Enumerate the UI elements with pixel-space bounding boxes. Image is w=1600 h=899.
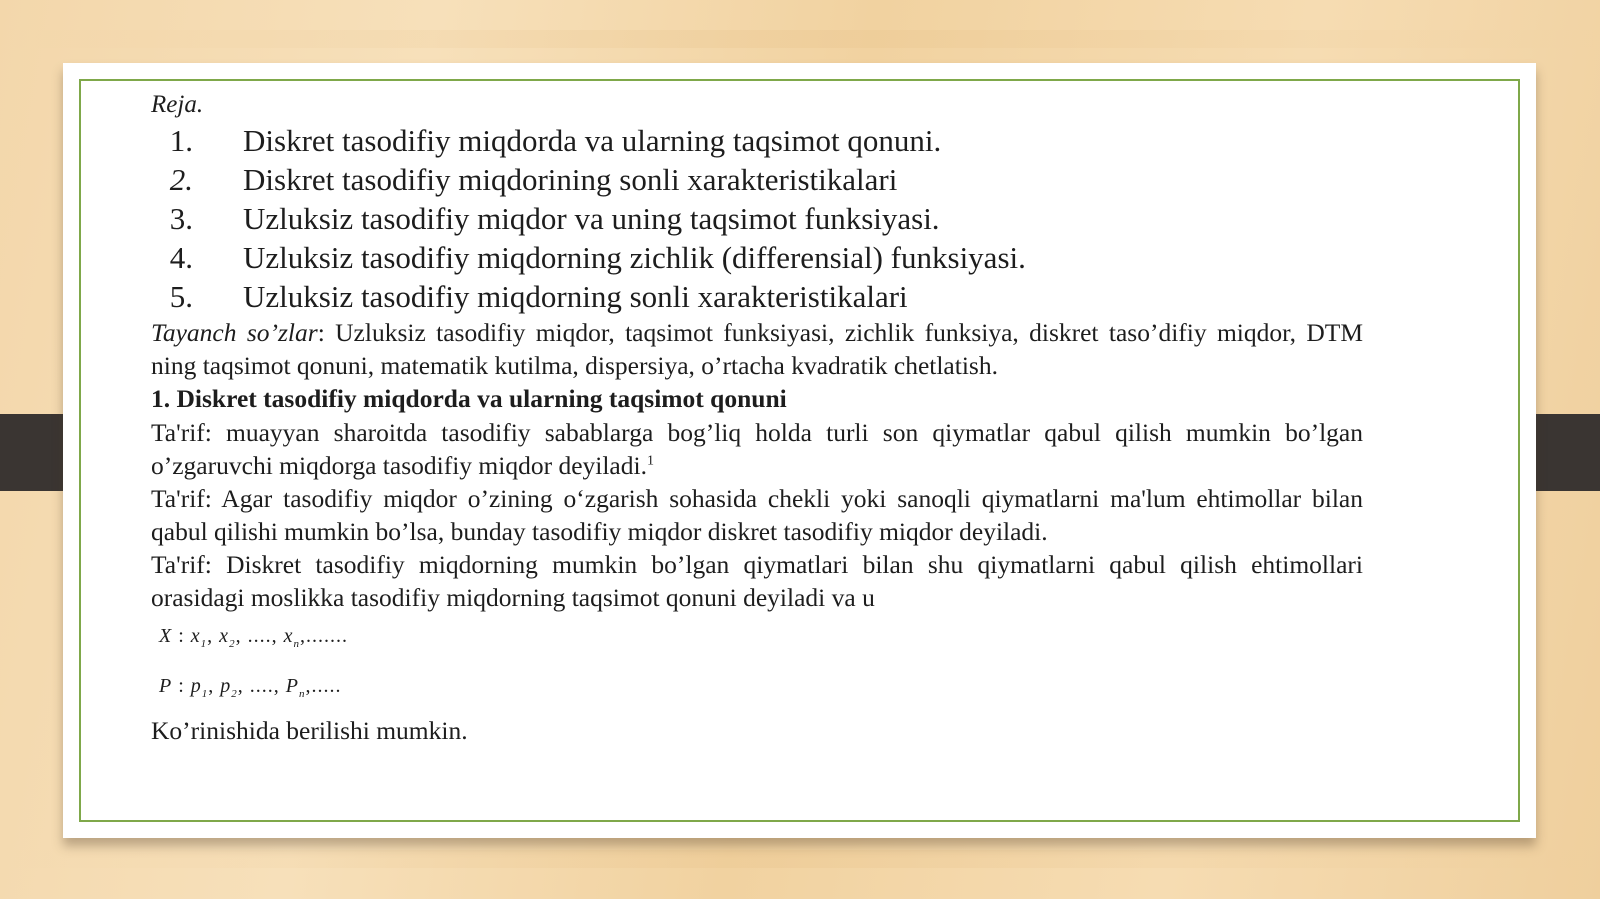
definition-text: Ta'rif: Agar tasodifiy miqdor o’zining o‘zgarish sohasida chekli yoki sanoqli qiymatlarni ma'lum ehtimollar bilan qabul qilishi mumkin bo’lsa, bunday tasodifiy miqdor diskret tasodifiy miqdor deyiladi.: [151, 484, 1363, 546]
formula-term: x: [219, 625, 230, 647]
wood-streak: [0, 30, 1600, 48]
plan-item-text: Diskret tasodifiy miqdorining sonli xarakteristikalari: [243, 162, 898, 197]
formula-sub: n: [299, 688, 306, 700]
plan-item-number: 3.: [169, 201, 193, 236]
formula-tail: ,.....: [305, 675, 342, 697]
plan-list: [151, 121, 1363, 316]
definition-text: Ta'rif: muayyan sharoitda tasodifiy sabablarga bog’liq holda turli son qiymatlar qabul qilish mumkin bo’lgan o’zgaruvchi miqdorga tasodifiy miqdor deyiladi.: [151, 418, 1363, 480]
formula-x-row: [151, 624, 1363, 656]
formula-sub: 1: [200, 638, 208, 650]
keywords-paragraph: [151, 316, 1363, 382]
formula-dots: ....,: [247, 625, 278, 647]
formula-sub: 1: [201, 688, 209, 700]
plan-item: [151, 238, 1363, 277]
formula-dots: ....,: [249, 675, 280, 697]
keywords-label: Tayanch so’zlar: [151, 318, 318, 347]
formula-tail: ,.......: [299, 625, 348, 647]
formula-p-row: [151, 674, 1363, 706]
footnote-marker: 1: [646, 453, 654, 469]
formula-sep: :: [172, 675, 191, 697]
keywords-text: : Uzluksiz tasodifiy miqdor, taqsimot funksiyasi, zichlik funksiya, diskret taso’difiy miqdor, DTM ning taqsimot qonuni, matematik kutilma, dispersiya, o’rtacha kvadratik chetlatish.: [151, 318, 1363, 380]
plan-item-number: 2.: [169, 162, 193, 197]
formula-var: P: [159, 675, 173, 697]
plan-item-text: Uzluksiz tasodifiy miqdorning sonli xarakteristikalari: [243, 279, 908, 314]
formula-comma: ,: [208, 675, 221, 697]
plan-item-text: Uzluksiz tasodifiy miqdorning zichlik (differensial) funksiyasi.: [243, 240, 1026, 275]
plan-item-number: 5.: [169, 279, 193, 314]
slide-card: [63, 63, 1536, 838]
definition-3: [151, 548, 1363, 614]
formula-term: p: [190, 675, 202, 697]
plan-item: [151, 199, 1363, 238]
formula-comma: ,: [235, 625, 248, 647]
definition-2: [151, 482, 1363, 548]
formula-var: X: [159, 625, 173, 647]
plan-item-number: 4.: [169, 240, 193, 275]
slide-content: [151, 89, 1363, 747]
formula-sub: 2: [231, 688, 238, 700]
formula-term: x: [283, 625, 294, 647]
formula-comma: ,: [207, 625, 220, 647]
definition-1: [151, 416, 1363, 482]
definition-text: Ta'rif: Diskret tasodifiy miqdorning mumkin bo’lgan qiymatlari bilan shu qiymatlarni qabul qilish ehtimollari orasidagi moslikka tasodifiy miqdorning taqsimot qonuni deyiladi va u: [151, 550, 1363, 612]
formula-term: P: [285, 675, 299, 697]
plan-item: [151, 277, 1363, 316]
plan-item: [151, 160, 1363, 199]
plan-title: Reja.: [151, 91, 204, 118]
formula-sub: n: [293, 638, 300, 650]
plan-item: [151, 121, 1363, 160]
closing-line: Ko’rinishida berilishi mumkin.: [151, 716, 468, 745]
formula-term: x: [190, 625, 201, 647]
plan-item-text: Diskret tasodifiy miqdorda va ularning taqsimot qonuni.: [243, 123, 942, 158]
formula-sep: :: [172, 625, 191, 647]
formula-comma: ,: [237, 675, 250, 697]
formula-term: p: [220, 675, 232, 697]
wood-streak: [0, 850, 1600, 868]
section-heading: 1. Diskret tasodifiy miqdorda va ularning taqsimot qonuni: [151, 384, 787, 413]
plan-item-number: 1.: [169, 123, 193, 158]
formula-sub: 2: [229, 638, 236, 650]
plan-item-text: Uzluksiz tasodifiy miqdor va uning taqsimot funksiyasi.: [243, 201, 940, 236]
